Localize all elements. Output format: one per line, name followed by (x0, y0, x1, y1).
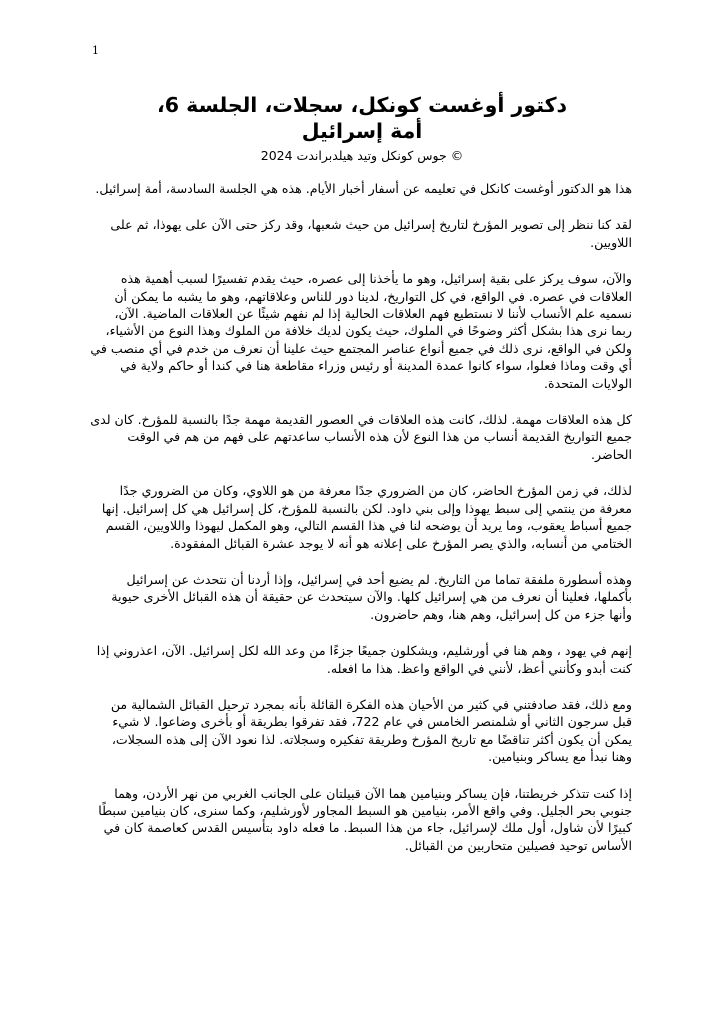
paragraph: إنهم في يهود ، وهم هنا في أورشليم، ويشكلون جميعًا جزءًا من وعد الله لكل إسرائيل. الآن، اعذروني إذا كنت أبدو وكأنني أعظ، لأنني في الواقع واعظ. هذا ما افعله. (96, 643, 632, 676)
copyright-line: جوس كونكل وتيد هيلدبراندت 2024 © (260, 148, 464, 163)
title-line-2: أمة إسرائيل (301, 119, 423, 143)
document-title (60, 92, 664, 144)
title-line-1: دكتور أوغست كونكل، سجلات، الجلسة 6، (156, 93, 568, 117)
paragraph: هذا هو الدكتور أوغست كانكل في تعليمه عن أسفار أخبار الأيام. هذه هي الجلسة السادسة، أمة إسرائيل. (95, 181, 632, 196)
page-number: 1 (92, 44, 99, 57)
paragraph: إذا كنت تتذكر خريطتنا، فإن يساكر وبنيامين هما الآن قبيلتان على الجانب الغربي من نهر الأردن، وهما جنوبي بحر الجليل. وفي واقع الأمر، بنيامين هو السبط المجاور لأورشليم، وكما سنرى، كان بنيامين سبطًا كبيرًا لأن شاول، أول ملك لإسرائيل، جاء من هذا السبط. ما فعله داود بتأسيس القدس كعاصمة كان في الأساس توحيد فصيلين متحاربين من القبائل. (98, 785, 632, 853)
paragraph: كل هذه العلاقات مهمة. لذلك، كانت هذه العلاقات في العصور القديمة مهمة جدًا بالنسبة للمؤرخ. كان لدى جميع التواريخ القديمة أنساب من هذا النوع لأن هذه الأنساب ساعدتهم على فهم من هم في الوقت الحاضر. (90, 412, 632, 462)
document-body (90, 180, 632, 873)
paragraph: وهذه أسطورة ملفقة تماما من التاريخ. لم يضيع أحد في إسرائيل، وإذا أردنا أن نتحدث عن إسرائيل بأكملها، فعلينا أن نعرف من هي إسرائيل كلها. والآن سيتحدث عن حقيقة أن هذه القبائل الأخرى حيوية وأنها جزء من كل إسرائيل، وهم هنا، وهم حاضرون. (111, 571, 632, 622)
paragraph: ومع ذلك، فقد صادفتني في كثير من الأحيان هذه الفكرة القائلة بأنه بمجرد ترحيل القبائل الشمالية من قبل سرجون الثاني أو شلمنصر الخامس في عام 722، فقد تفرقوا بطريقة أو بأخرى وضاعوا. لا شيء يمكن أن يكون أكثر تناقضًا مع تاريخ المؤرخ وطريقة تفكيره وسجلاته. لذا نعود الآن إلى هذه السجلات، وهنا نبدأ مع يساكر وبنيامين. (110, 696, 632, 765)
paragraph: لذلك، في زمن المؤرخ الحاضر، كان من الضروري جدًا معرفة من هو اللاوي، وكان من الضروري جدًا معرفة من ينتمي إلى سبط يهوذا وإلى بني داود. لكن بالنسبة للمؤرخ، كل إسرائيل هي كل إسرائيل. إنها جميع أسباط يعقوب، وما يريد أن يوضحه لنا في هذا القسم التالي، وهو المكمل ليهوذا واللاويين، القسم الختامي من أنسابه، والذي يصر المؤرخ على إعلانه هو أنه لا يوجد عشرة القبائل المفقودة. (101, 483, 632, 551)
paragraph: لقد كنا ننظر إلى تصوير المؤرخ لتاريخ إسرائيل من حيث شعبها، وقد ركز حتى الآن على يهوذا، ثم على اللاويين. (110, 217, 632, 250)
paragraph: والآن، سوف يركز على بقية إسرائيل، وهو ما يأخذنا إلى عصره، حيث يقدم تفسيرًا لسبب أهمية هذه العلاقات في عصره. في الواقع، في كل التواريخ، لدينا دور للناس وعلاقاتهم، وهو ما يشبه ما يمكن أن نسميه علم الأنساب لأننا لا نستطيع فهم العلاقات الحالية إذا لم نفهم شيئًا عن العلاقات الماضية. الآن، ربما نرى هذا بشكل أكثر وضوحًا في الملوك، حيث يكون لديك خلافة من الملوك وهذا النوع من الأشياء، ولكن في الواقع، نرى ذلك في جميع أنواع عناصر المجتمع حيث علينا أن نعرف من خدم في أي منصب في أي وقت وماذا فعلوا، سواء كانوا عمدة المدينة أو رئيس وزراء مقاطعة هنا في كندا أو حاكم ولاية في الولايات المتحدة. (90, 271, 632, 391)
